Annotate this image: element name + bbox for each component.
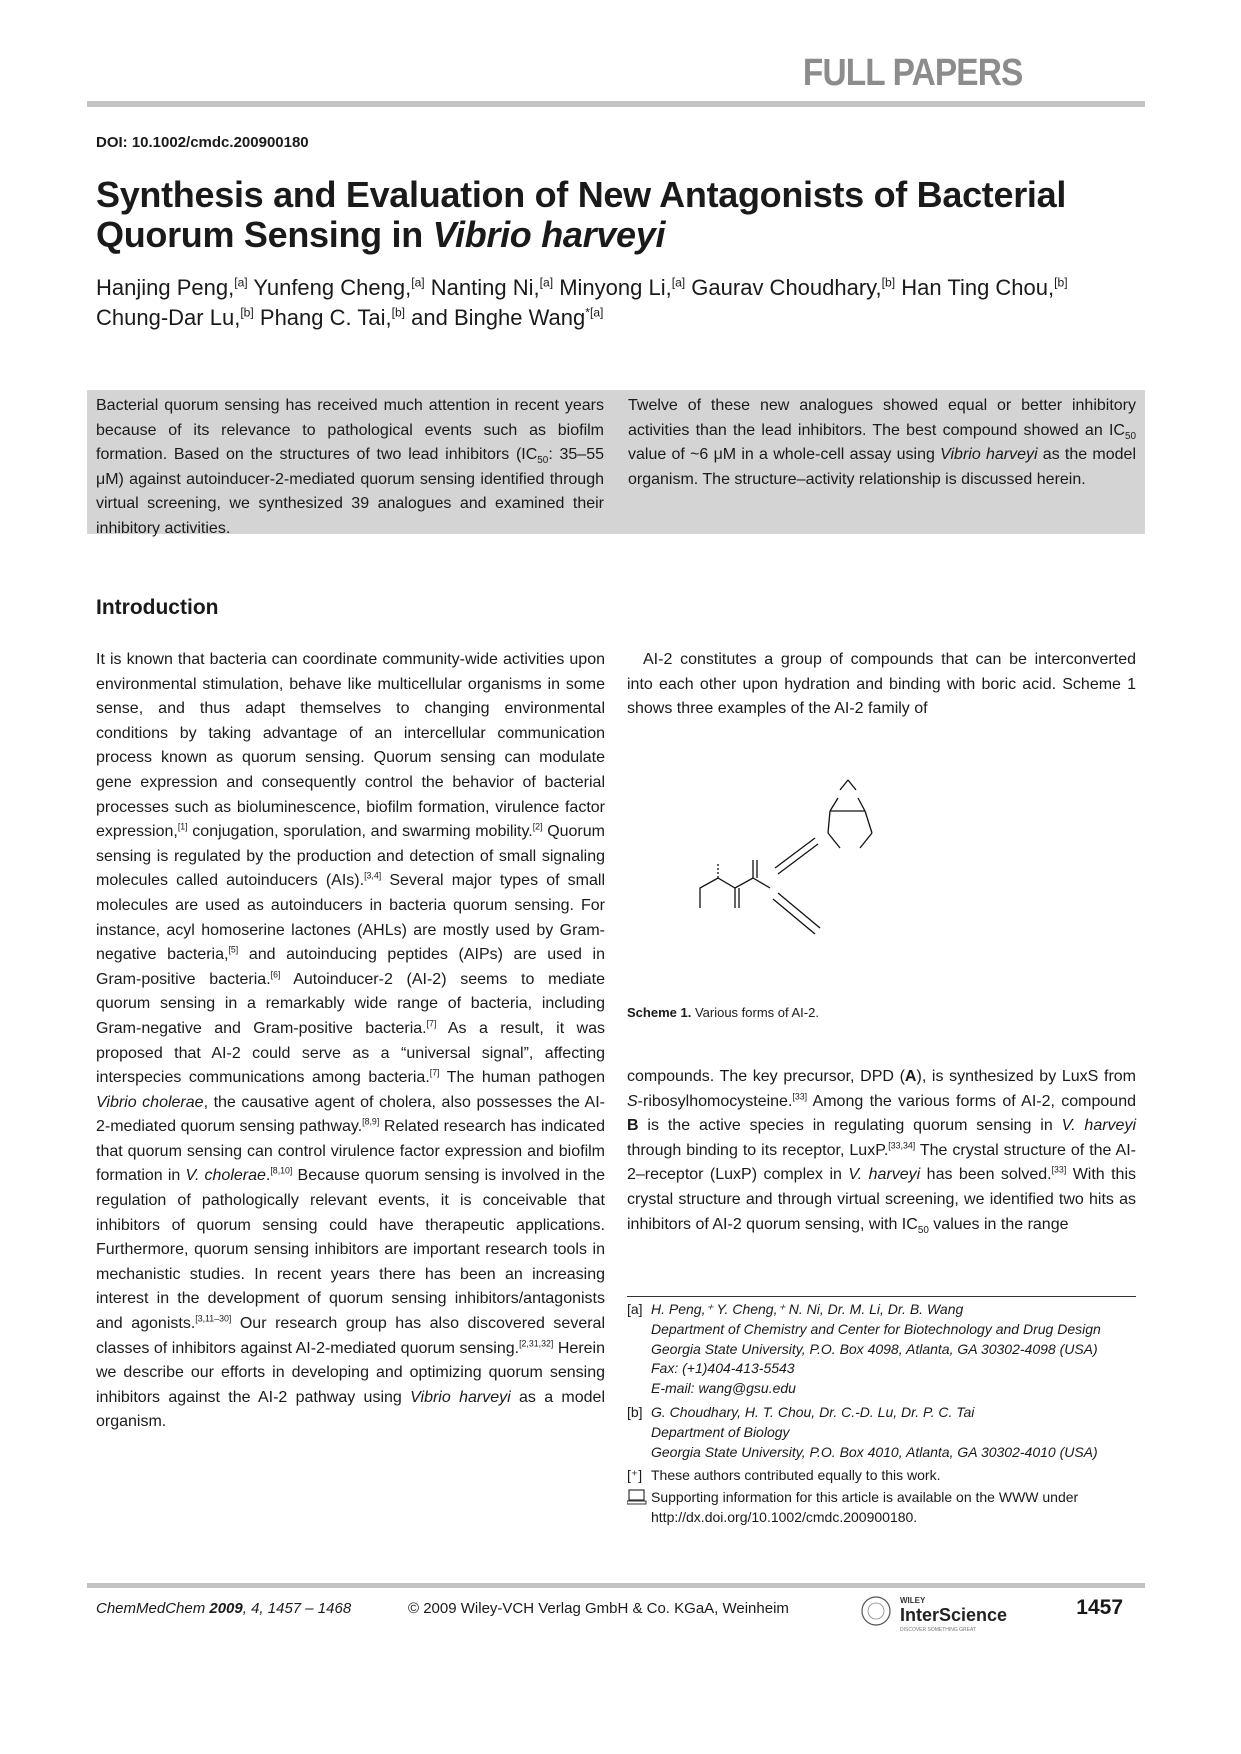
author: Minyong Li,[a]: [559, 275, 686, 300]
intro-paragraph: It is known that bacteria can coordinate community-wide activities upon environmental stimulation, behave like multicellular organisms in some sense, and thus adapt themselves to changing environmental conditions by taking advantage of an intercellular communication process known as quorum sensing. Quorum sensing can modulate gene expression and consequently control the behavior of bacterial processes such as bioluminescence, biofilm formation, virulence factor expression,[1] conjugation, sporulation, and swarming mobility.[2] Quorum sensing is regulated by the production and detection of small signaling molecules called autoinducers (AIs).[3,4] Several major types of small molecules are used as autoinducers in bacteria quorum sensing. For instance, acyl homoserine lactones (AHLs) are mostly used by Gram-negative bacteria,[5] and autoinducing peptides (AIPs) are used in Gram-positive bacteria.[6] Autoinducer-2 (AI-2) seems to mediate quorum sensing in a remarkably wide range of bacteria, including Gram-negative and Gram-positive bacteria.[7] As a result, it was proposed that AI-2 could serve as a “universal signal”, affecting interspecies communications among bacteria.[7] The human pathogen Vibrio cholerae, the causative agent of cholera, also possesses the AI-2-mediated quorum sensing pathway.[8,9] Related research has indicated that quorum sensing can control virulence factor expression and biofilm formation in V. cholerae.[8,10] Because quorum sensing is involved in the regulation of pathologically relevant events, it is conceivable that inhibitors of quorum sensing could have therapeutic applications. Furthermore, quorum sensing inhibitors are important research tools in mechanistic studies. In recent years there has been an increasing interest in the development of quorum sensing inhibitors/antagonists and agonists.[3,11–30] Our research group has also discovered several classes of inhibitors against AI-2-mediated quorum sensing.[2,31,32] Herein we describe our efforts in developing and optimizing quorum sensing inhibitors against the AI-2 pathway using Vibrio harveyi as a model organism.: [96, 651, 606, 1431]
author: Yunfeng Cheng,[a]: [253, 275, 425, 300]
footnote-b: [b] G. Choudhary, H. T. Chou, Dr. C.-D. Lu, Dr. P. C. Tai Department of Biology Georgia State University, P.O. Box 4010, Atlanta, GA 30302-4010 (USA): [627, 1403, 1098, 1460]
citation: [7]: [426, 1018, 437, 1029]
author: and Binghe Wang$^{*[a]}$: [411, 305, 604, 330]
intro-right-column-top: [627, 648, 1136, 722]
citation: [33]: [1051, 1165, 1067, 1176]
citation: [2]: [532, 821, 543, 832]
author: Nanting Ni,[a]: [430, 275, 554, 300]
wiley-interscience-logo: [858, 1591, 1018, 1633]
footnote-supporting-info: [627, 1488, 1147, 1528]
title-text: Synthesis and Evaluation of New Antagonists of Bacterial Quorum Sensing in: [96, 174, 1067, 255]
title-italic: Vibrio harveyi: [432, 214, 666, 255]
page-number: 1457: [1076, 1596, 1123, 1619]
doi: DOI: 10.1002/cmdc.200900180: [96, 134, 309, 151]
author: Chung-Dar Lu,[b]: [96, 305, 254, 330]
citation: [33]: [792, 1091, 808, 1102]
journal-citation: ChemMedChem 2009, 4, 1457 – 1468: [96, 1600, 352, 1617]
citation: [8,9]: [362, 1116, 380, 1127]
author: Hanjing Peng,[a]: [96, 275, 248, 300]
scheme-caption: Scheme 1. Various forms of AI-2.: [627, 1005, 819, 1020]
abstract-box: [87, 390, 1145, 537]
intro-right-column-mid: [627, 1065, 1136, 1237]
affiliation-footnotes: [627, 1300, 1147, 1528]
footnote-a: [a] H. Peng,⁺ Y. Cheng,⁺ N. Ni, Dr. M. Li, Dr. B. Wang Department of Chemistry and Center for Biotechnology and Drug Design Georgia State University, P.O. Box 4098, Atlanta, GA 30302-4098 (USA) Fax: (+1)404-413-5543 E-mail: wang@gsu.edu: [627, 1301, 1101, 1397]
paper-title: [96, 175, 1136, 255]
footer-rule: [87, 1583, 1145, 1588]
svg-text:InterScience: InterScience: [900, 1605, 1008, 1625]
citation: [33,34]: [888, 1140, 916, 1151]
citation: [2,31,32]: [519, 1338, 554, 1349]
citation: [8,10]: [270, 1166, 293, 1177]
header-rule: [87, 101, 1145, 107]
author-list: [96, 273, 1136, 333]
citation: [5]: [228, 944, 239, 955]
supporting-info-link[interactable]: Supporting information for this article is available on the WWW under http://dx.doi.org/10.1002/cmdc.200900180.: [651, 1489, 1079, 1525]
section-heading-introduction: Introduction: [96, 596, 219, 619]
author: Gaurav Choudhary,[b]: [691, 275, 896, 300]
svg-text:DISCOVER SOMETHING GREAT: DISCOVER SOMETHING GREAT: [900, 1627, 977, 1633]
scheme-1-figure: [660, 748, 1140, 993]
footnote-rule: [627, 1296, 1136, 1297]
abstract-left: Bacterial quorum sensing has received much attention in recent years because of its relevance to pathological events such as biofilm formation. Based on the structures of two lead inhibitors ($IC_{50}$: 35–55 μM) against autoinducer-2-mediated quorum sensing identified through virtual screening, we synthesized 39 analogues and examined their inhibitory activities.: [96, 397, 604, 537]
intro-paragraph: AI-2 constitutes a group of compounds that can be interconverted into each other upon hydration and binding with boric acid. Scheme 1 shows three examples of the AI-2 family of: [627, 651, 1136, 718]
citation: [3,11–30]: [195, 1313, 232, 1324]
copyright: © 2009 Wiley-VCH Verlag GmbH & Co. KGaA, Weinheim: [408, 1600, 789, 1617]
author: Han Ting Chou,[b]: [901, 275, 1068, 300]
author: Phang C. Tai,[b]: [259, 305, 406, 330]
computer-icon: [627, 1488, 651, 1528]
abstract-right: Twelve of these new analogues showed equal or better inhibitory activities than the lead inhibitors. The best compound showed an $IC_{50}$ value of ~6 μM in a whole-cell assay using Vibrio harveyi as the model organism. The structure–activity relationship is discussed herein.: [628, 397, 1136, 488]
footnote-equal-contribution: [⁺] These authors contributed equally to this work.: [627, 1467, 941, 1484]
intro-left-column: [96, 648, 605, 1435]
svg-text:WILEY: WILEY: [900, 1596, 926, 1605]
citation: [3,4]: [364, 871, 382, 882]
citation: [6]: [270, 969, 281, 980]
citation: [7]: [429, 1067, 440, 1078]
citation: [1]: [177, 821, 188, 832]
section-label: FULL PAPERS: [802, 52, 1022, 94]
intro-paragraph: compounds. The key precursor, DPD (A), is synthesized by LuxS from S-ribosylhomocysteine.[33] Among the various forms of AI-2, compound B is the active species in regulating quorum sensing in V. harveyi through binding to its receptor, LuxP.[33,34] The crystal structure of the AI-2–receptor (LuxP) complex in V. harveyi has been solved.[33] With this crystal structure and through virtual screening, we identified two hits as inhibitors of AI-2 quorum sensing, with $IC_{50}$ values in the range: [627, 1068, 1137, 1236]
